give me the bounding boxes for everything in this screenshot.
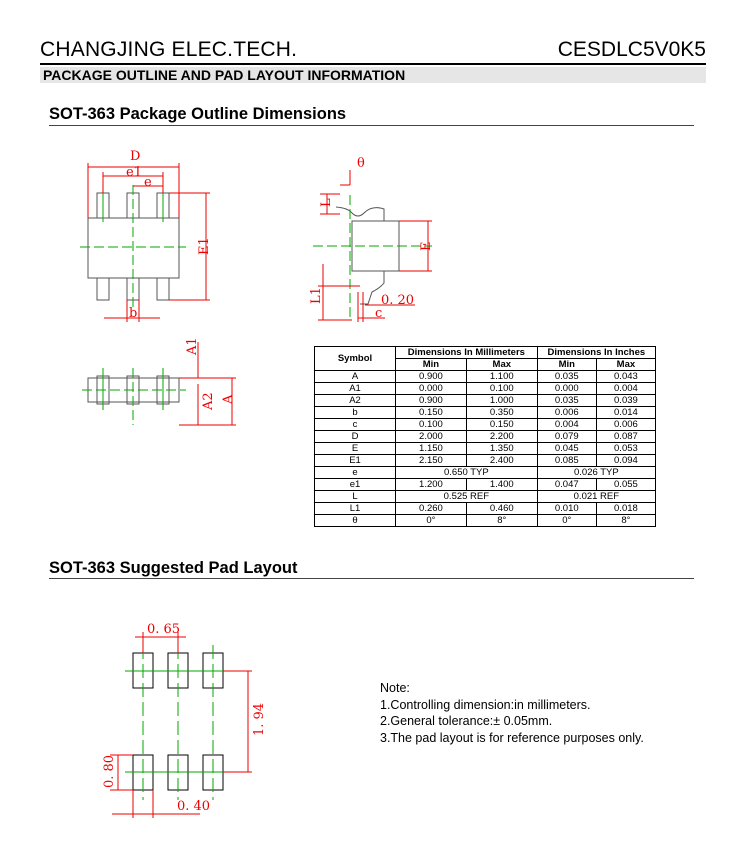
table-row (315, 407, 656, 419)
table-cell: 1.200 (396, 479, 467, 491)
part-number: CESDLC5V0K5 (557, 38, 706, 61)
table-cell: 0.085 (537, 455, 596, 467)
notes-block (380, 680, 644, 746)
table-cell: 0.010 (537, 503, 596, 515)
table-cell: 0.039 (596, 395, 655, 407)
table-cell: θ (315, 515, 396, 527)
table-cell: 0.260 (396, 503, 467, 515)
note-heading: Note: (380, 681, 410, 695)
dim-label-e1: e1 (126, 165, 142, 180)
table-cell: 0.021 REF (537, 491, 655, 503)
section-title: PACKAGE OUTLINE AND PAD LAYOUT INFORMATION (40, 67, 706, 83)
table-cell: 0.900 (396, 371, 467, 383)
table-cell: 0.006 (596, 419, 655, 431)
col-in-min: Min (537, 359, 596, 371)
table-cell: L (315, 491, 396, 503)
table-row (315, 371, 656, 383)
table-cell: 0.018 (596, 503, 655, 515)
table-cell: 0.150 (466, 419, 537, 431)
table-cell: 0.047 (537, 479, 596, 491)
group-millimeters: Dimensions In Millimeters (396, 347, 538, 359)
dim-label-E: E (419, 241, 434, 251)
pad-label-width: 0. 40 (177, 799, 211, 814)
table-cell: 0.094 (596, 455, 655, 467)
table-cell: 0.000 (396, 383, 467, 395)
table-row (315, 419, 656, 431)
dim-label-A2: A2 (201, 392, 216, 410)
dim-label-theta: θ (357, 156, 365, 171)
dim-label-lead: 0. 20 (381, 293, 415, 308)
table-cell: 0.026 TYP (537, 467, 655, 479)
table-cell: 2.000 (396, 431, 467, 443)
group-inches: Dimensions In Inches (537, 347, 655, 359)
table-cell: 0.525 REF (396, 491, 538, 503)
note-item: 3.The pad layout is for reference purposes only. (380, 730, 644, 745)
table-cell: 0.045 (537, 443, 596, 455)
table-row (315, 503, 656, 515)
table-cell: c (315, 419, 396, 431)
table-cell: 2.200 (466, 431, 537, 443)
table-cell: e (315, 467, 396, 479)
table-cell: 0.100 (396, 419, 467, 431)
table-cell: e1 (315, 479, 396, 491)
table-row (315, 443, 656, 455)
table-cell: E (315, 443, 396, 455)
table-cell: 0° (396, 515, 467, 527)
table-row (315, 383, 656, 395)
table-cell: 1.100 (466, 371, 537, 383)
col-mm-max: Max (466, 359, 537, 371)
table-cell: 0.079 (537, 431, 596, 443)
table-cell: 2.150 (396, 455, 467, 467)
pad-layout-title-rule (49, 578, 694, 579)
outline-title: SOT-363 Package Outline Dimensions (49, 105, 347, 123)
table-cell: 0.150 (396, 407, 467, 419)
dim-label-b: b (129, 306, 138, 321)
pad-label-length: 0. 80 (102, 754, 117, 788)
table-cell: 0.055 (596, 479, 655, 491)
table-cell: 1.350 (466, 443, 537, 455)
table-cell: 1.000 (466, 395, 537, 407)
table-cell: 0.460 (466, 503, 537, 515)
table-cell: A1 (315, 383, 396, 395)
front-view-drawing (82, 342, 236, 425)
table-cell: 0.014 (596, 407, 655, 419)
table-cell: A2 (315, 395, 396, 407)
dimensions-table-body (315, 371, 656, 527)
pad-label-pitch: 0. 65 (147, 622, 181, 637)
dimensions-table (314, 346, 656, 527)
table-cell: E1 (315, 455, 396, 467)
table-cell: 0.035 (537, 371, 596, 383)
table-cell: 0.087 (596, 431, 655, 443)
table-cell: 0.350 (466, 407, 537, 419)
table-row (315, 431, 656, 443)
table-row (315, 491, 656, 503)
dim-label-L: L (319, 198, 334, 207)
table-cell: 2.400 (466, 455, 537, 467)
table-row (315, 455, 656, 467)
table-cell: 0.000 (537, 383, 596, 395)
side-view-drawing (313, 170, 432, 322)
table-cell: 0.053 (596, 443, 655, 455)
table-row (315, 467, 656, 479)
table-row (315, 395, 656, 407)
dim-label-E1: E1 (197, 237, 212, 255)
note-item: 2.General tolerance:± 0.05mm. (380, 714, 553, 728)
table-cell: 0.035 (537, 395, 596, 407)
col-in-max: Max (596, 359, 655, 371)
table-cell: 0.004 (596, 383, 655, 395)
dim-label-e: e (144, 175, 152, 190)
pad-layout-drawing (110, 632, 252, 818)
table-cell: 8° (466, 515, 537, 527)
dim-label-c: c (375, 306, 383, 321)
table-cell: 0.100 (466, 383, 537, 395)
table-cell: 1.400 (466, 479, 537, 491)
pad-label-height: 1. 94 (252, 702, 267, 736)
col-mm-min: Min (396, 359, 467, 371)
note-item: 1.Controlling dimension:in millimeters. (380, 697, 591, 712)
table-cell: 8° (596, 515, 655, 527)
pad-layout-title: SOT-363 Suggested Pad Layout (49, 559, 298, 577)
table-cell: 0.900 (396, 395, 467, 407)
table-row (315, 515, 656, 527)
table-cell: D (315, 431, 396, 443)
dim-label-A1: A1 (185, 337, 200, 355)
table-cell: 0.006 (537, 407, 596, 419)
table-row (315, 479, 656, 491)
col-symbol: Symbol (315, 347, 396, 371)
table-cell: L1 (315, 503, 396, 515)
dim-label-L1: L1 (309, 287, 324, 304)
dim-label-A: A (221, 394, 236, 404)
table-cell: b (315, 407, 396, 419)
table-cell: A (315, 371, 396, 383)
table-cell: 0.004 (537, 419, 596, 431)
table-cell: 0° (537, 515, 596, 527)
company-name: CHANGJING ELEC.TECH. (40, 38, 298, 61)
dim-label-D: D (130, 149, 141, 164)
table-cell: 0.650 TYP (396, 467, 538, 479)
table-cell: 0.043 (596, 371, 655, 383)
table-cell: 1.150 (396, 443, 467, 455)
